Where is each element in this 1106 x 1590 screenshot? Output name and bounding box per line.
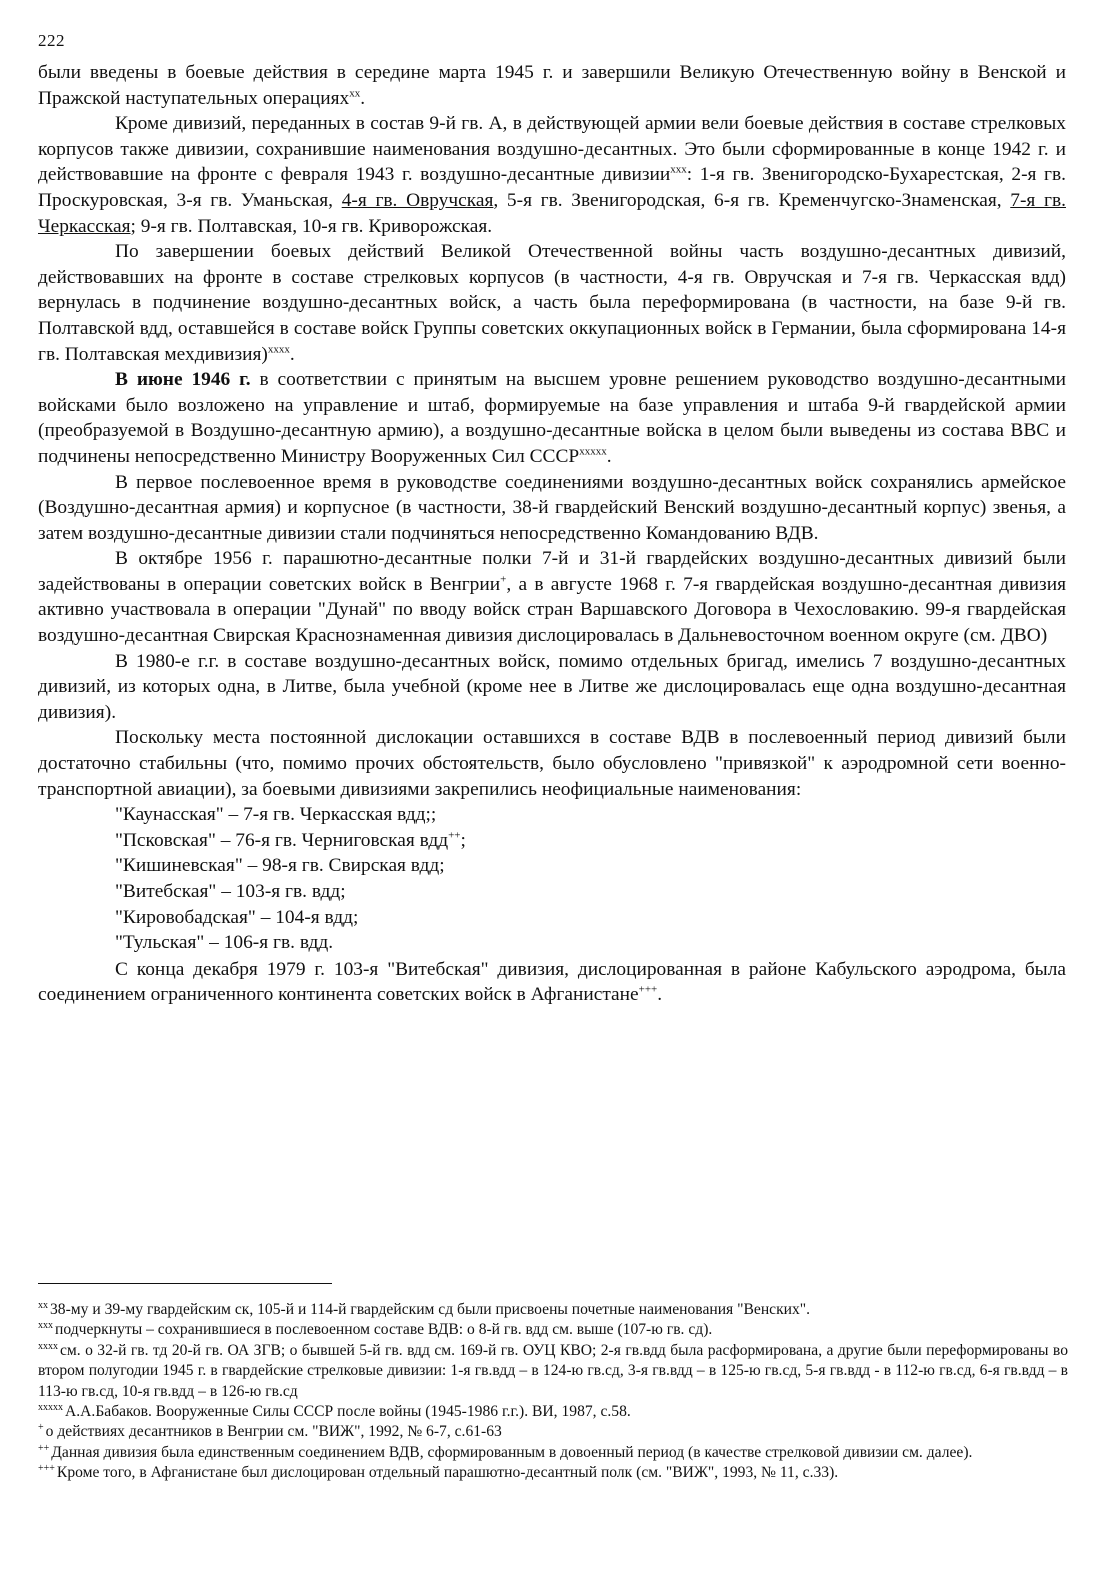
footnote-separator bbox=[38, 1283, 332, 1284]
list-item-end: ; bbox=[460, 829, 466, 851]
footnote-text: подчеркнуты – сохранившиеся в послевоенном составе ВДВ: о 8-й гв. вдд см. выше (107-ю гв. сд). bbox=[55, 1321, 713, 1339]
footnote-text: см. о 32-й гв. тд 20-й гв. ОА ЗГВ; о бывшей 5-й гв. вдд см. 169-й гв. ОУЦ КВО; 2-я гв.вдд была расформирована, а другие были переформированы во втором полугодии 1945 г. в гвардейские стрелковые дивизии: 1-я гв.вдд – в 124-ю гв.сд, 3-я гв.вдд – в 125-ю гв.сд, 5-я гв.вдд - в 112-ю гв.сд, 6-я гв.вдд – в 113-ю гв.сд, 10-я гв.вдд – в 126-ю гв.сд bbox=[38, 1341, 1068, 1400]
body-text bbox=[38, 60, 1066, 1008]
list-item bbox=[38, 828, 1066, 854]
paragraph-4-end: . bbox=[606, 445, 612, 467]
paragraph-4-text: в соответствии с принятым на высшем уровне решением руководство воздушно-десантными войсками было возложено на управление и штаб, формируемые на базе управления и штаба 9-й гвардейской армии (преобразуемой в Воздушно-десантную армию), а воздушно-десантные войска в целом были выведены из состава ВВС и подчинены непосредственно Министру Вооруженных Сил СССР bbox=[38, 369, 1067, 467]
footnote-ref: xx bbox=[349, 87, 361, 100]
paragraph-6-text-b: , а в августе 1968 г. 7-я гвардейская воздушно-десантная дивизия активно участвовала в операции "Дунай" по вводу войск стран Варшавского Договора в Чехословакию. 99-я гвардейская воздушно-десантная Свирская Краснознаменная дивизия дислоцировалась в Дальневосточном военном округе (см. ДВО) bbox=[38, 573, 1066, 647]
footnote-text: Кроме того, в Афганистане был дислоцирован отдельный парашютно-десантный полк (см. "ВИЖ", 1993, № 11, с.33). bbox=[56, 1464, 839, 1482]
footnote-mark: + bbox=[38, 1422, 44, 1434]
footnote-mark: xxxxx bbox=[38, 1401, 63, 1413]
underlined-division-name: 7-я гв. Черкасская bbox=[38, 189, 1066, 237]
footnote-ref: +++ bbox=[638, 983, 658, 996]
list-item: "Кировобадская" – 104-я вдд; bbox=[115, 906, 359, 928]
footnote-ref: xxxxx bbox=[579, 445, 607, 458]
paragraph-5: В первое послевоенное время в руководстве соединениями воздушно-десантных войск сохранялись армейское (Воздушно-десантная армия) и корпусное (в частности, 38-й гвардейский Венский воздушно-десантный корпус) звенья, а затем воздушно-десантные дивизии стали подчиняться непосредственно Командованию ВДВ. bbox=[38, 471, 1066, 544]
paragraph-2 bbox=[38, 111, 1066, 239]
list-item: "Кишиневская" – 98-я гв. Свирская вдд; bbox=[115, 855, 445, 877]
footnote-mark: ++ bbox=[38, 1442, 50, 1454]
footnote-ref: + bbox=[500, 573, 507, 586]
footnote bbox=[38, 1422, 1068, 1442]
paragraph-9-text: С конца декабря 1979 г. 103-я "Витебская" дивизия, дислоцированная в районе Кабульского аэродрома, была соединением ограниченного континента советских войск в Афганистане bbox=[38, 958, 1066, 1006]
footnote-text: А.А.Бабаков. Вооруженные Силы СССР после войны (1945-1986 г.г.). ВИ, 1987, с.58. bbox=[65, 1403, 631, 1421]
footnote-mark: xxx bbox=[38, 1320, 53, 1332]
paragraph-1-end: . bbox=[360, 87, 366, 109]
paragraph-3-text: По завершении боевых действий Великой Отечественной войны часть воздушно-десантных дивизий, действовавших на фронте в составе стрелковых корпусов (в частности, 4-я гв. Овручская и 7-я гв. Черкасская вдд) вернулась в подчинение воздушно-десантных войск, а часть была переформирована (в частности, на базе 9-й гв. Полтавской вдд, оставшейся в составе войск Группы советских оккупационных войск в Германии, была сформирована 14-я гв. Полтавская мехдивизия) bbox=[38, 241, 1066, 365]
footnotes bbox=[38, 1300, 1068, 1484]
paragraph-6 bbox=[38, 546, 1066, 648]
footnote bbox=[38, 1402, 1068, 1422]
footnote-mark: +++ bbox=[38, 1463, 55, 1475]
paragraph-2-text-d: ; 9-я гв. Полтавская, 10-я гв. Криворожская. bbox=[130, 215, 493, 237]
bold-date: В июне 1946 г. bbox=[115, 369, 251, 391]
paragraph-7: В 1980-е г.г. в составе воздушно-десантных войск, помимо отдельных бригад, имелись 7 воздушно-десантных дивизий, из которых одна, в Литве, была учебной (кроме нее в Литве же дислоцировалась еще одна воздушно-десантная дивизия). bbox=[38, 650, 1066, 723]
footnote-text: Данная дивизия была единственным соединением ВДВ, сформированным в довоенный период (в качестве стрелковой дивизии см. далее). bbox=[51, 1443, 973, 1461]
paragraph-9 bbox=[38, 957, 1066, 1008]
footnote bbox=[38, 1341, 1068, 1402]
paragraph-1-text: были введены в боевые действия в середине марта 1945 г. и завершили Великую Отечественную войну в Венской и Пражской наступательных операциях bbox=[38, 62, 1066, 109]
paragraph-3 bbox=[38, 239, 1066, 367]
paragraph-6-text: В октябре 1956 г. парашютно-десантные полки 7-й и 31-й гвардейских воздушно-десантных дивизий были задействованы в операции советских войск в Венгрии bbox=[38, 548, 1066, 595]
list-item: "Витебская" – 103-я гв. вдд; bbox=[115, 881, 346, 902]
footnote-mark: xxxx bbox=[38, 1340, 58, 1352]
paragraph-4 bbox=[38, 367, 1066, 469]
list-item: "Тульская" – 106-я гв. вдд. bbox=[115, 932, 334, 954]
footnote bbox=[38, 1300, 1068, 1320]
paragraph-2-text: Кроме дивизий, переданных в состав 9-й гв. А, в действующей армии вели боевые действия в составе стрелковых корпусов также дивизии, сохранившие наименования воздушно-десантных. Это были сформированные в конце 1942 г. и действовавшие на фронте с февраля 1943 г. воздушно-десантные дивизии bbox=[38, 113, 1066, 186]
paragraph-9-end: . bbox=[657, 984, 663, 1006]
underlined-division-name: 4-я гв. Овручская bbox=[341, 189, 494, 211]
footnote-ref: xxx bbox=[670, 163, 687, 176]
paragraph-2-text-b: : 1-я гв. Звенигородско-Бухарестская, 2-я гв. Проскуровская, 3-я гв. Уманьская, bbox=[38, 164, 1066, 211]
footnote-text: о действиях десантников в Венгрии см. "ВИЖ", 1992, № 6-7, с.61-63 bbox=[45, 1423, 502, 1441]
list-item: "Каунасская" – 7-я гв. Черкасская вдд;; bbox=[115, 804, 437, 826]
footnote-text: 38-му и 39-му гвардейским ск, 105-й и 114-й гвардейским сд были присвоены почетные наименования "Венских". bbox=[50, 1301, 811, 1318]
paragraph-2-text-c: , 5-я гв. Звенигородская, 6-я гв. Кременчугско-Знаменская, bbox=[493, 189, 1011, 211]
paragraph-1 bbox=[38, 60, 1066, 111]
footnote bbox=[38, 1463, 1068, 1483]
paragraph-3-end: . bbox=[289, 343, 295, 365]
page-number: 222 bbox=[38, 31, 65, 50]
footnote bbox=[38, 1443, 1068, 1463]
list-item-text: "Псковская" – 76-я гв. Черниговская вдд bbox=[115, 829, 449, 851]
footnote-ref: ++ bbox=[448, 829, 461, 842]
division-names-list bbox=[38, 802, 1066, 956]
paragraph-8: Поскольку места постоянной дислокации оставшихся в составе ВДВ в послевоенный период дивизий были достаточно стабильны (что, помимо прочих обстоятельств, было обусловлено "привязкой" к аэродромной сети военно-транспортной авиации), за боевыми дивизиями закрепились неофициальные наименования: bbox=[38, 727, 1066, 800]
footnote-ref: xxxx bbox=[267, 343, 290, 356]
footnote bbox=[38, 1320, 1068, 1340]
footnote-mark: xx bbox=[38, 1299, 48, 1311]
